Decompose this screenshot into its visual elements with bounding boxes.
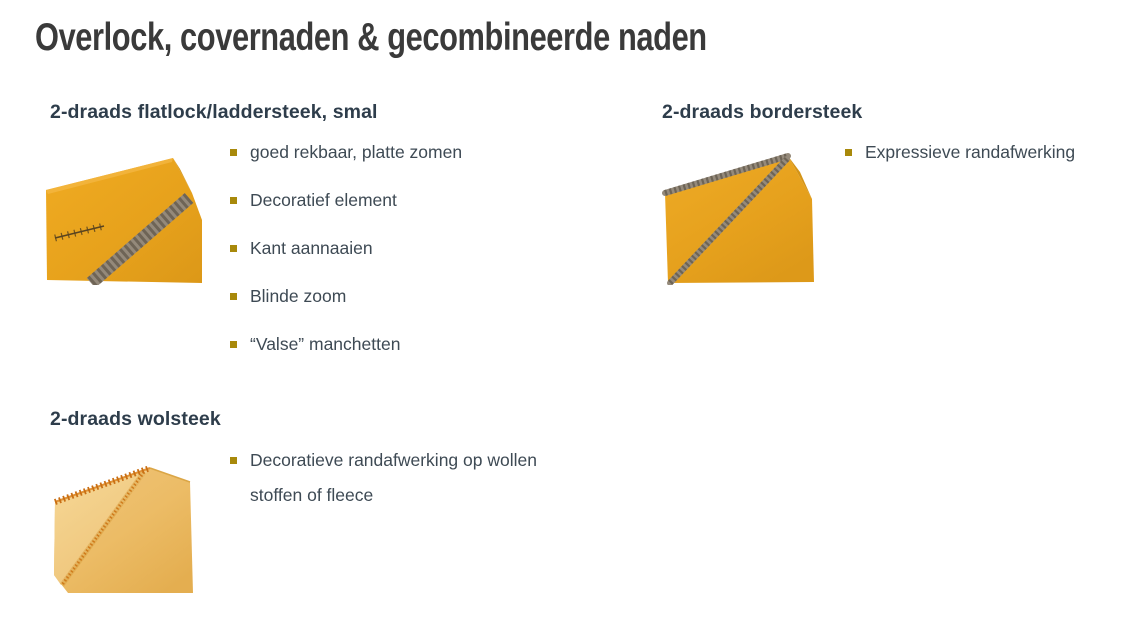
page-title: Overlock, covernaden & gecombineerde naden — [35, 16, 707, 59]
section-heading-wolsteek: 2-draads wolsteek — [50, 408, 221, 430]
list-item — [230, 183, 462, 218]
fabric-image-flatlock — [46, 150, 202, 285]
square-bullet-icon — [230, 293, 237, 300]
bullet-list-flatlock — [230, 135, 462, 375]
list-item — [845, 135, 1075, 170]
bullet-text: Kant aannaaien — [250, 238, 373, 258]
bullet-text: “Valse” manchetten — [250, 334, 401, 354]
square-bullet-icon — [845, 149, 852, 156]
bullet-text: Blinde zoom — [250, 286, 347, 306]
bullet-text: Decoratief element — [250, 190, 397, 210]
list-item — [230, 135, 462, 170]
bullet-list-bordersteek — [845, 135, 1075, 183]
bullet-text: Expressieve randafwerking — [865, 142, 1076, 162]
list-item — [230, 231, 462, 266]
square-bullet-icon — [230, 245, 237, 252]
bullet-text: goed rekbaar, platte zomen — [250, 142, 463, 162]
bullet-list-wolsteek — [230, 443, 582, 526]
section-heading-flatlock: 2-draads flatlock/laddersteek, smal — [50, 101, 378, 123]
fabric-image-bordersteek — [660, 150, 816, 285]
list-item — [230, 279, 462, 314]
square-bullet-icon — [230, 197, 237, 204]
list-item — [230, 443, 582, 513]
square-bullet-icon — [230, 341, 237, 348]
list-item — [230, 327, 462, 362]
fabric-image-wolsteek — [48, 452, 200, 598]
bullet-text: Decoratieve randafwerking op wollen stoffen of fleece — [250, 450, 537, 505]
square-bullet-icon — [230, 457, 237, 464]
section-heading-bordersteek: 2-draads bordersteek — [662, 101, 863, 123]
square-bullet-icon — [230, 149, 237, 156]
